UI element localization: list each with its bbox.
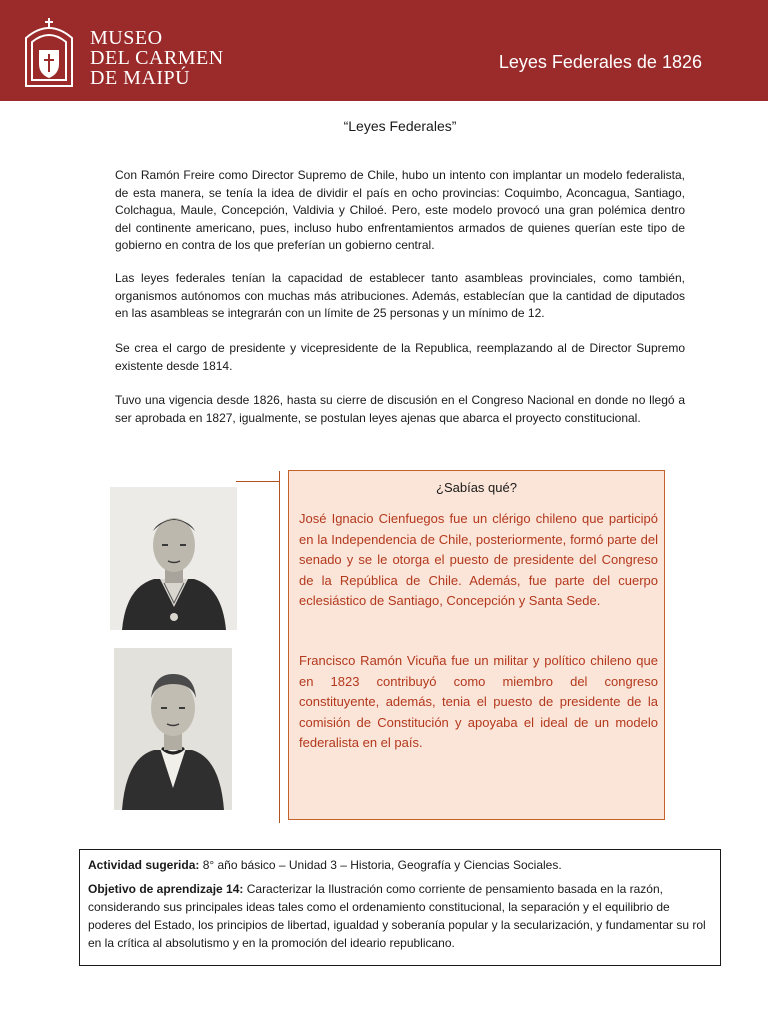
header-title: Leyes Federales de 1826	[498, 52, 702, 72]
portrait-vicuna	[114, 648, 232, 810]
paragraph-3: Se crea el cargo de presidente y vicepresidente de la Republica, reemplazando al de Director Supremo existente desde 1814.	[115, 341, 685, 373]
paragraph-1: Con Ramón Freire como Director Supremo de Chile, hubo un intento con implantar un modelo federalista, de esta manera, se tenía la idea de dividir el país en ocho provincias: Coquimbo, Aconcagua, Santiago, Colchagua, Maule, Concepción, Valdivia y Chiloé. Pero, este modelo provocó una gran polémica dentro del continente americano, pues, incluso hubo enfrentamientos armados de quienes querían este tipo de gobierno en contra de los que preferían un gobierno central.	[115, 168, 685, 252]
fact-cienfuegos: José Ignacio Cienfuegos fue un clérigo chileno que participó en la Independencia de Chile, posteriormente, formó parte del senado y se le otorga el puesto de presidente del Congreso de la República de Chile. Además, fue parte del cuerpo eclesiástico de Santiago, Concepción y Santa Sede.	[299, 511, 658, 608]
did-you-know-box	[288, 470, 665, 820]
activity-box	[79, 849, 721, 966]
portrait-cienfuegos	[110, 487, 237, 630]
logo-line-3: DE MAIPÚ	[90, 67, 191, 89]
paragraph-2: Las leyes federales tenían la capacidad de establecer tanto asambleas provinciales, como también, organismos autónomos con muchas más atribuciones. Además, establecían que la cantidad de diputados en las asambleas se integrarán con un límite de 25 personas y un mínimo de 12.	[115, 271, 685, 320]
objective-line	[88, 880, 712, 952]
portrait-vicuna-image	[114, 648, 232, 810]
paragraph-4: Tuvo una vigencia desde 1826, hasta su cierre de discusión en el Congreso Nacional en donde no llegó a ser aprobada en 1827, igualmente, se postulan leyes ajenas que abarca el proyecto constitucional.	[115, 393, 685, 425]
activity-line	[88, 856, 712, 874]
logo-line-1: MUSEO	[90, 27, 163, 49]
objective-label: Objetivo de aprendizaje 14:	[88, 882, 244, 896]
activity-text: 8° año básico – Unidad 3 – Historia, Geografía y Ciencias Sociales.	[199, 858, 562, 872]
connector-line-vertical	[279, 471, 280, 823]
fact-vicuna: Francisco Ramón Vicuña fue un militar y político chileno que en 1823 contribuyó como miembro del congreso constituyente, además, tenia el puesto de presidente de la comisión de Constitución y apoyaba el ideal de un modelo federalista en el país.	[299, 653, 658, 750]
objective-text: Caracterizar la Ilustración como corriente de pensamiento basada en la razón, considerando sus principales ideas tales como el ordenamiento constitucional, la separación y el equilibrio de poderes del Estado, los principios de libertad, igualdad y soberanía popular y la secularización, y fundamentar su rol en la crítica al absolutismo y en la promoción del ideario republicano.	[88, 882, 706, 950]
portrait-cienfuegos-image	[110, 487, 237, 630]
header-banner	[0, 0, 768, 101]
museum-logo-icon	[22, 16, 76, 90]
activity-label: Actividad sugerida:	[88, 858, 200, 872]
connector-line	[236, 481, 279, 482]
document-title: “Leyes Federales”	[343, 118, 457, 134]
logo-line-2: DEL CARMEN	[90, 47, 224, 69]
did-you-know-heading: ¿Sabías qué?	[436, 480, 517, 495]
museum-logo-text	[90, 28, 224, 88]
